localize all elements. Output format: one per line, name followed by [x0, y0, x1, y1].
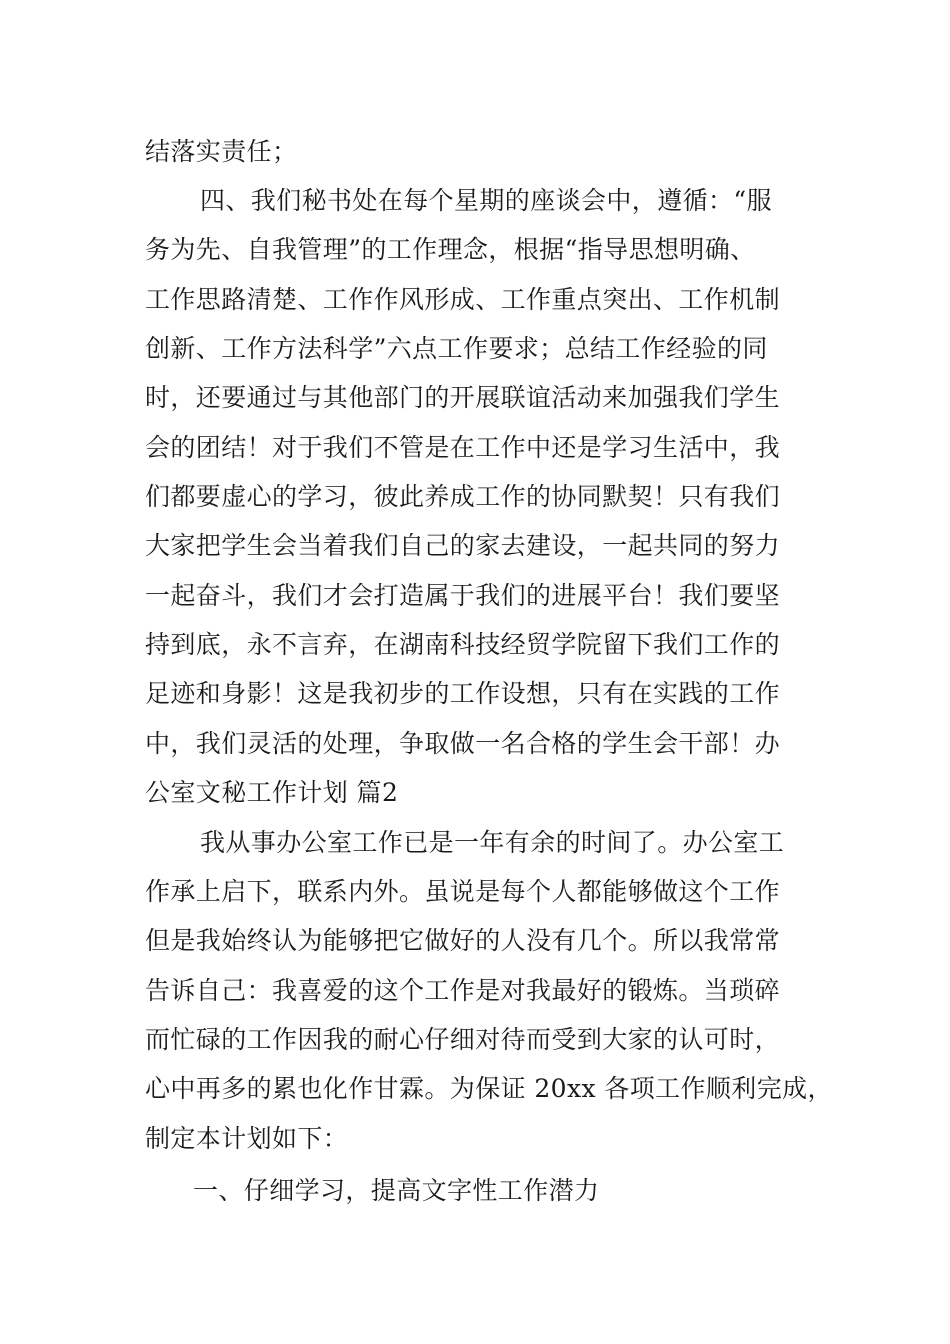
text-line: 创新、工作方法科学”六点工作要求；总结工作经验的同 [145, 334, 768, 363]
text-line: 工作思路清楚、工作作风形成、工作重点突出、工作机制 [145, 285, 781, 314]
text-line: 时，还要通过与其他部门的开展联谊活动来加强我们学生 [145, 383, 781, 412]
text-line: 作承上启下，联系内外。虽说是每个人都能够做这个工作 [145, 877, 781, 906]
paragraph-start-line: 我从事办公室工作已是一年有余的时间了。办公室工 [200, 828, 785, 857]
text-line: 持到底，永不言弃，在湖南科技经贸学院留下我们工作的 [145, 630, 781, 659]
text-line: 但是我始终认为能够把它做好的人没有几个。所以我常常 [145, 926, 781, 955]
text-line: 中，我们灵活的处理，争取做一名合格的学生会干部！办 [145, 729, 781, 758]
text-line: 制定本计划如下： [145, 1124, 349, 1153]
text-line: 会的团结！对于我们不管是在工作中还是学习生活中，我 [145, 433, 781, 462]
text-line: 而忙碌的工作因我的耐心仔细对待而受到大家的认可时， [145, 1025, 781, 1054]
text-line: 足迹和身影！这是我初步的工作设想，只有在实践的工作 [145, 679, 781, 708]
text-line: 告诉自己：我喜爱的这个工作是对我最好的锻炼。当琐碎 [145, 976, 781, 1005]
text-line: 结落实责任； [145, 137, 298, 166]
text-line: 大家把学生会当着我们自己的家去建设，一起共同的努力 [145, 531, 781, 560]
text-line: 们都要虚心的学习，彼此养成工作的协同默契！只有我们 [145, 482, 781, 511]
text-line: 一起奋斗，我们才会打造属于我们的进展平台！我们要坚 [145, 581, 781, 610]
paragraph-start-line: 四、我们秘书处在每个星期的座谈会中，遵循：“服 [200, 186, 772, 215]
section-heading: 公室文秘工作计划 篇2 [145, 778, 399, 807]
text-line: 心中再多的累也化作甘霖。为保证 20xx 各项工作顺利完成， [145, 1074, 833, 1103]
subheading-line: 一、仔细学习，提高文字性工作潜力 [193, 1176, 600, 1205]
text-line: 务为先、自我管理”的工作理念，根据“指导思想明确、 [145, 235, 756, 264]
